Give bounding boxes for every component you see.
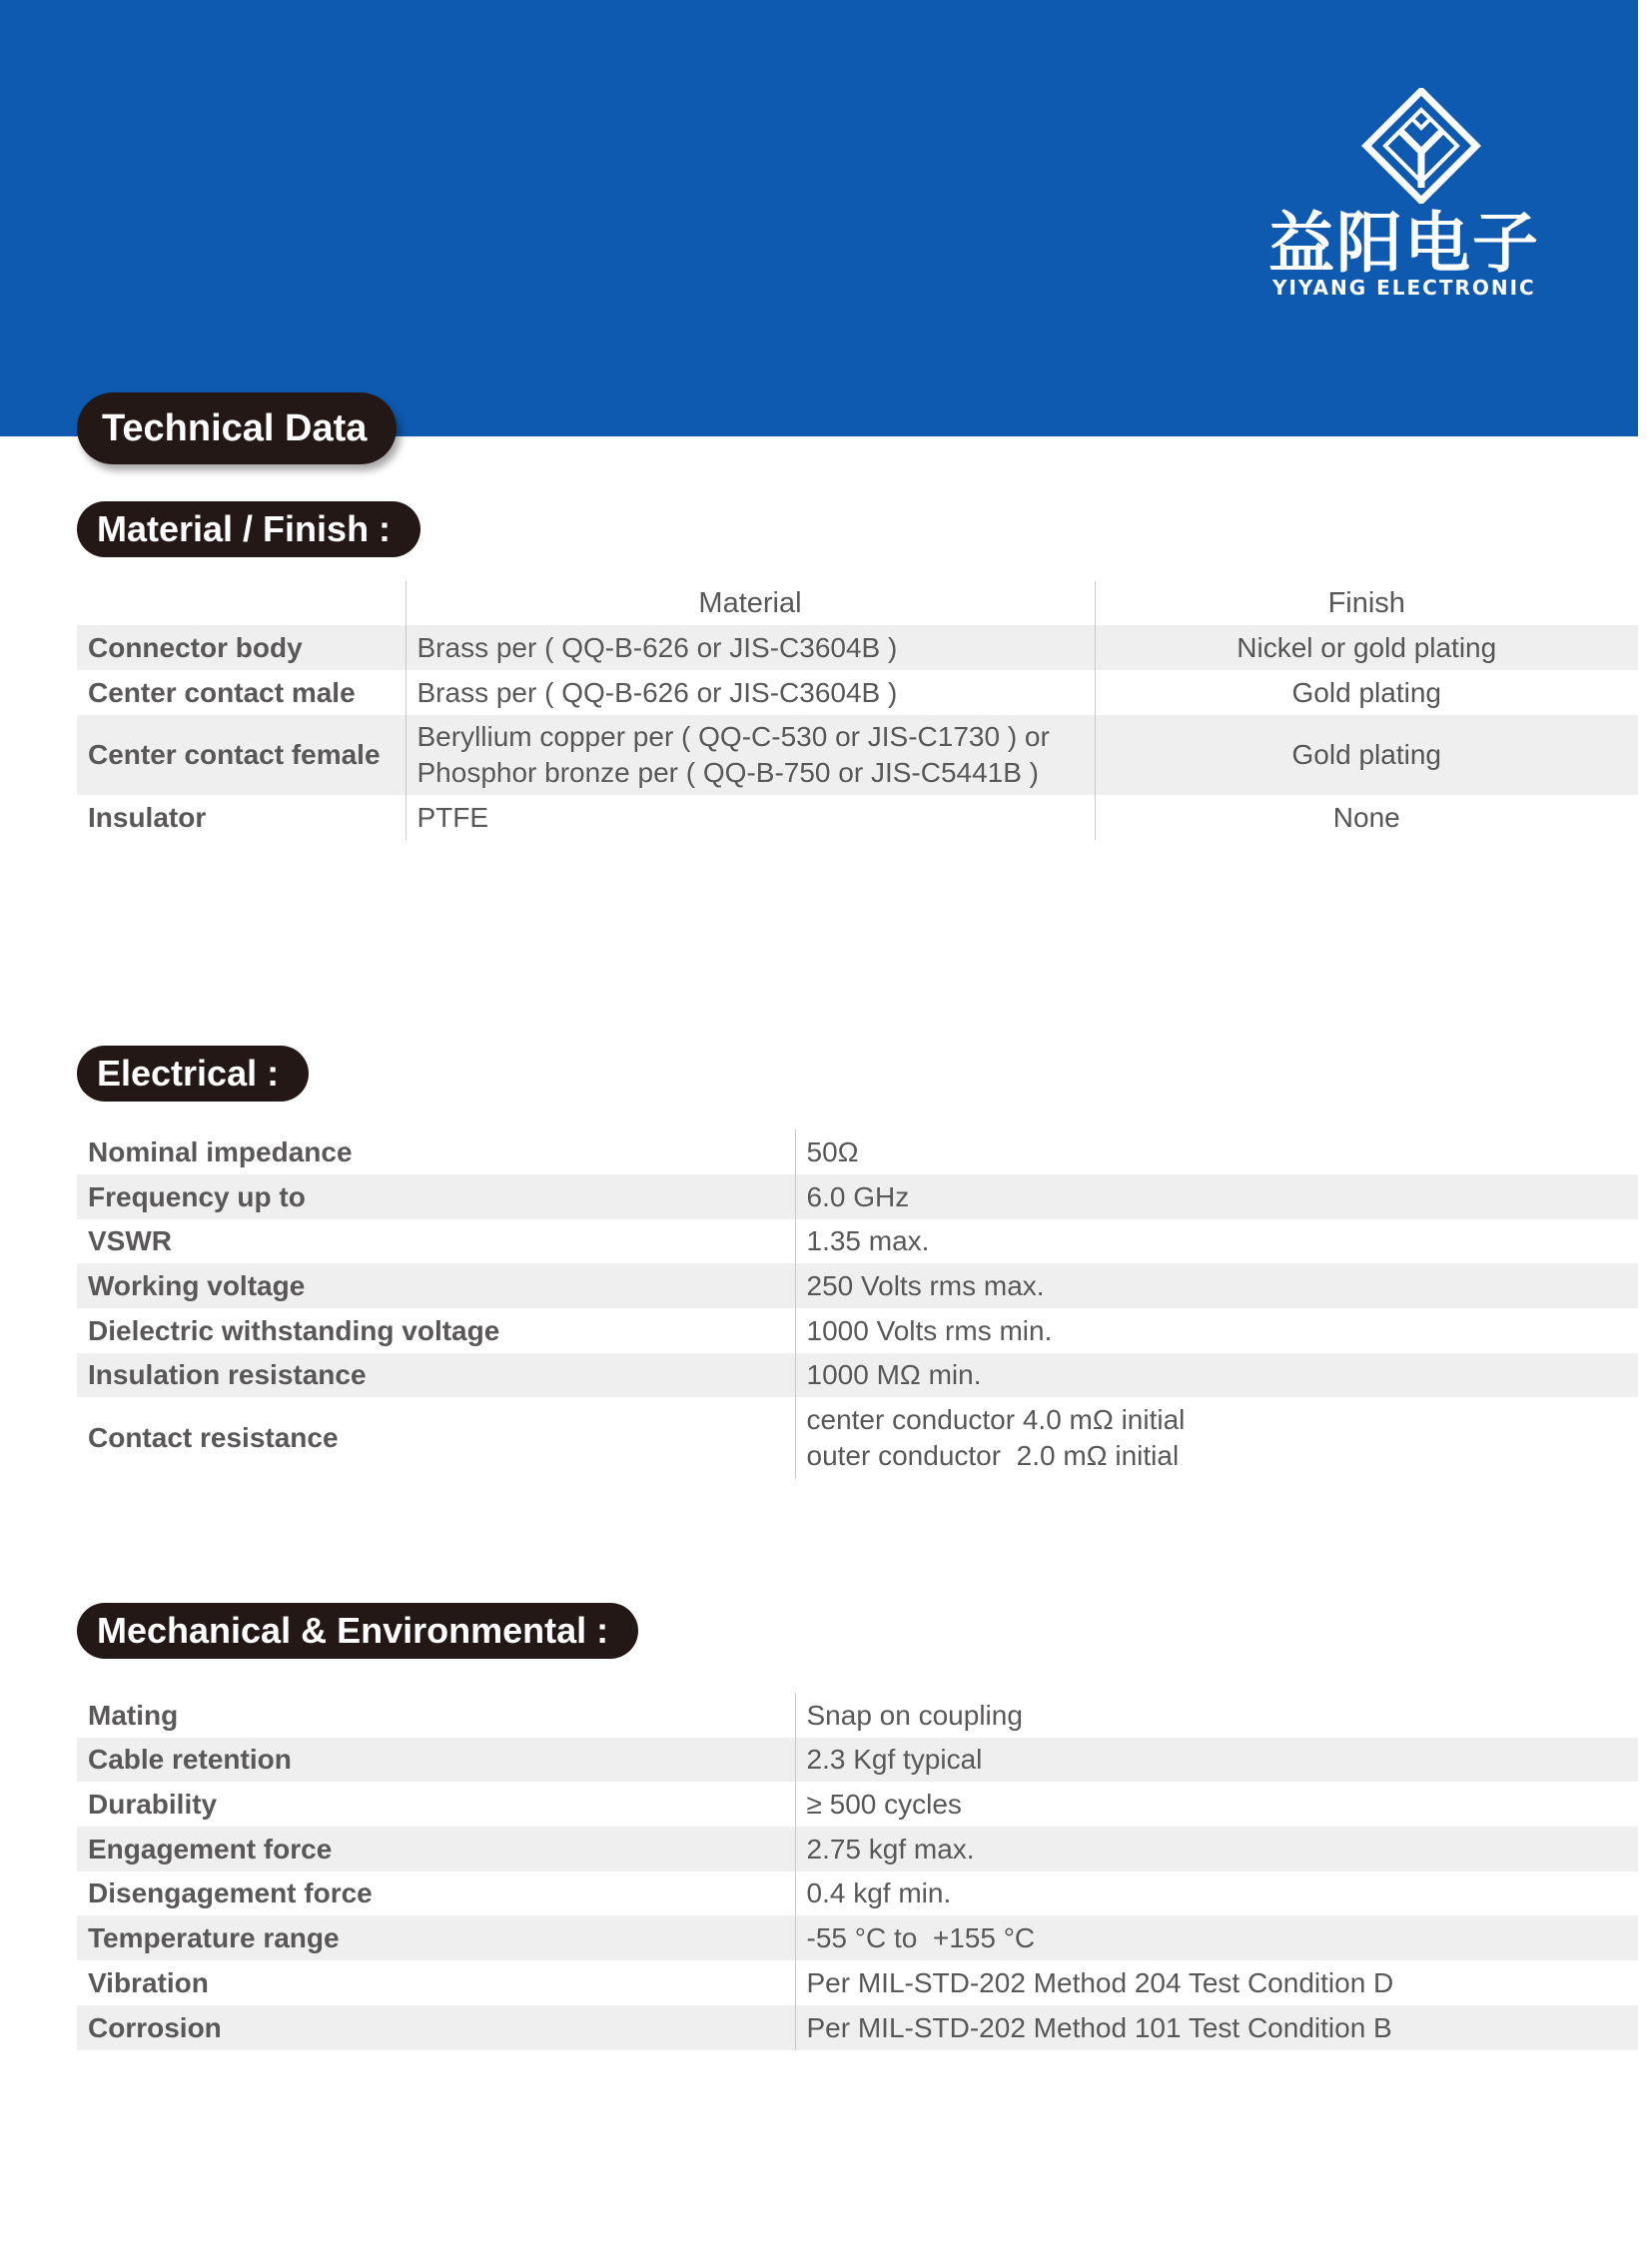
brand-name-cn: 益阳电子 [1268, 205, 1540, 282]
header-material: Material [406, 581, 1095, 625]
row-value [795, 1397, 1638, 1479]
row-value: Per MIL-STD-202 Method 101 Test Condition B [795, 2005, 1638, 2050]
brand-name-en: YIYANG ELECTRONIC [1272, 276, 1536, 300]
row-label: Insulator [88, 801, 207, 833]
table-row [77, 1782, 1638, 1827]
table-row [77, 1353, 1638, 1397]
brand-mark-icon [1361, 88, 1481, 204]
row-label: Cable retention [77, 1738, 795, 1782]
row-label: Durability [88, 1788, 218, 1820]
row-value: 1.35 max. [795, 1219, 1638, 1263]
brand-logo [1268, 88, 1588, 308]
table-row [77, 1174, 1638, 1219]
material-line: Phosphor bronze per ( QQ-B-750 or JIS-C5441B ) [416, 757, 1040, 788]
table-row [77, 625, 1638, 670]
value-line: outer conductor 2.0 mΩ initial [806, 1440, 1180, 1471]
row-value: 0.4 kgf min. [795, 1871, 1638, 1915]
table-row [77, 1693, 1638, 1738]
row-material: PTFE [406, 795, 1095, 840]
table-row [77, 1397, 1638, 1479]
row-value: 2.3 Kgf typical [795, 1738, 1638, 1782]
row-value: Snap on coupling [795, 1693, 1638, 1738]
section-heading-electrical: Electrical : [77, 1046, 309, 1102]
header-finish: Finish [1095, 581, 1638, 625]
table-row [77, 1263, 1638, 1308]
table-row [77, 715, 1638, 795]
row-label: Nominal impedance [88, 1135, 353, 1167]
row-label: Insulation resistance [77, 1353, 795, 1397]
row-finish: Gold plating [1095, 715, 1638, 795]
row-label: Center contact female [77, 715, 406, 795]
row-value: ≥ 500 cycles [795, 1782, 1638, 1827]
table-row [77, 670, 1638, 715]
table-row [77, 1915, 1638, 1960]
row-value: 1000 MΩ min. [795, 1353, 1638, 1397]
table-row [77, 1129, 1638, 1174]
section-heading-mechanical: Mechanical & Environmental : [77, 1603, 638, 1659]
table-header-row [77, 581, 1638, 625]
row-value: 250 Volts rms max. [795, 1263, 1638, 1308]
row-label: VSWR [88, 1225, 172, 1256]
row-value: Per MIL-STD-202 Method 204 Test Condition D [795, 1960, 1638, 2005]
mechanical-table [77, 1693, 1638, 2050]
value-line: center conductor 4.0 mΩ initial [806, 1404, 1186, 1435]
table-row [77, 1308, 1638, 1353]
row-value: 6.0 GHz [795, 1174, 1638, 1219]
row-label: Engagement force [77, 1827, 795, 1871]
page-title: Technical Data [77, 392, 397, 464]
row-label: Working voltage [77, 1263, 795, 1308]
table-row [77, 1871, 1638, 1915]
table-row [77, 1960, 1638, 2005]
row-material: Brass per ( QQ-B-626 or JIS-C3604B ) [406, 670, 1095, 715]
row-label: Connector body [77, 625, 406, 670]
row-value: 1000 Volts rms min. [795, 1308, 1638, 1353]
row-value: 2.75 kgf max. [795, 1827, 1638, 1871]
row-label: Mating [88, 1699, 179, 1731]
row-label: Frequency up to [77, 1174, 795, 1219]
table-row [77, 1738, 1638, 1782]
section-heading-material-finish: Material / Finish : [77, 501, 420, 557]
row-label: Dielectric withstanding voltage [88, 1314, 500, 1346]
row-label: Contact resistance [88, 1422, 339, 1453]
electrical-table [77, 1129, 1638, 1479]
row-label: Corrosion [77, 2005, 795, 2050]
row-finish: Gold plating [1095, 670, 1638, 715]
table-row [77, 1827, 1638, 1871]
row-label: Temperature range [77, 1915, 795, 1960]
table-row [77, 2005, 1638, 2050]
row-value: 50Ω [795, 1129, 1638, 1174]
material-line: Beryllium copper per ( QQ-C-530 or JIS-C1730 ) or [416, 721, 1050, 752]
row-finish: None [1095, 795, 1638, 840]
table-row [77, 795, 1638, 840]
row-material [406, 715, 1095, 795]
row-label: Vibration [88, 1966, 209, 1998]
row-finish: Nickel or gold plating [1095, 625, 1638, 670]
material-finish-table [77, 581, 1638, 840]
row-material: Brass per ( QQ-B-626 or JIS-C3604B ) [406, 625, 1095, 670]
row-label: Center contact male [88, 676, 356, 708]
row-value: -55 °C to +155 °C [795, 1915, 1638, 1960]
header-blank [77, 581, 406, 625]
row-label: Disengagement force [88, 1877, 373, 1908]
table-row [77, 1219, 1638, 1263]
